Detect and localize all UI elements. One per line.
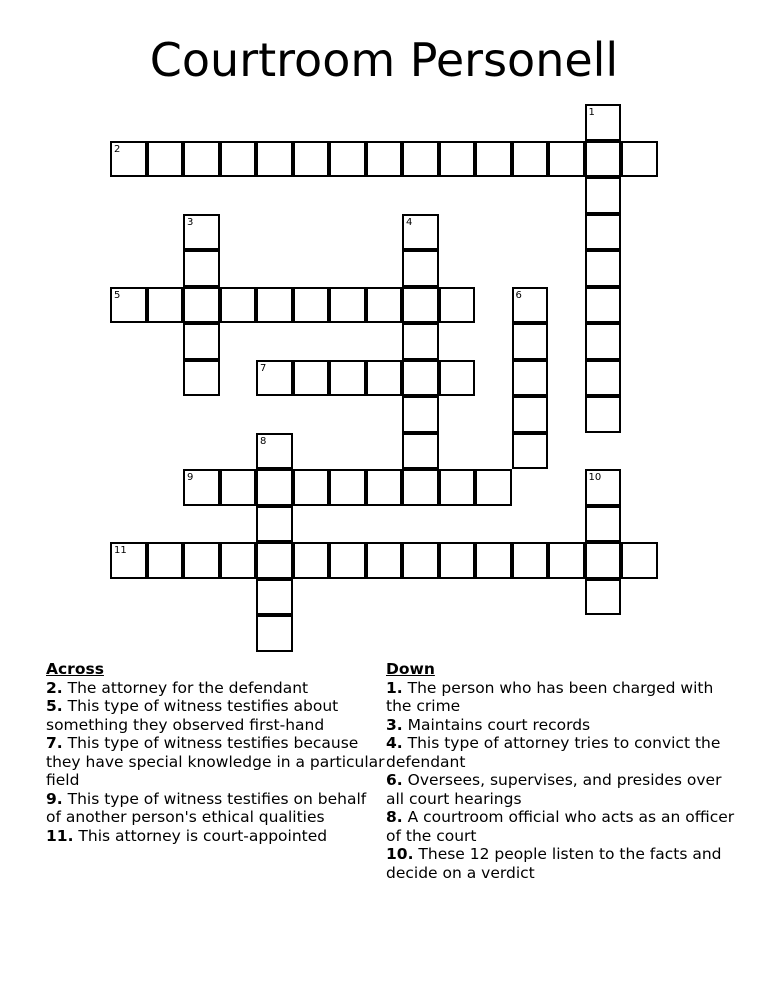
clue-number: 3. [386, 715, 403, 734]
grid-cell[interactable] [183, 323, 220, 360]
grid-cell[interactable] [256, 433, 293, 470]
clue-text: Maintains court records [407, 715, 591, 734]
grid-cell[interactable] [402, 287, 439, 324]
grid-cell[interactable] [256, 141, 293, 178]
down-clue-6 [386, 771, 736, 808]
grid-cell[interactable] [475, 141, 512, 178]
clue-text: This type of attorney tries to convict the defendant [386, 734, 721, 771]
grid-cell[interactable] [220, 542, 257, 579]
grid-cell[interactable] [220, 287, 257, 324]
grid-cell[interactable] [402, 214, 439, 251]
clue-number: 2. [46, 678, 63, 697]
grid-cell[interactable] [366, 542, 403, 579]
cell-number: 2 [114, 143, 121, 155]
cell-number: 11 [114, 545, 127, 556]
grid-cell[interactable] [439, 360, 476, 397]
clue-number: 6. [386, 771, 403, 789]
cell-number: 7 [260, 362, 267, 374]
grid-cell[interactable] [256, 506, 293, 543]
clue-number: 10. [386, 845, 414, 863]
down-clue-8 [386, 808, 736, 845]
clue-number: 7. [46, 734, 63, 752]
grid-cell[interactable] [110, 141, 147, 178]
grid-cell[interactable] [585, 506, 622, 543]
grid-cell[interactable] [402, 141, 439, 178]
down-heading: Down [386, 660, 435, 678]
cell-number: 3 [187, 216, 194, 228]
grid-cell[interactable] [585, 177, 622, 214]
grid-cell[interactable] [110, 542, 147, 579]
grid-cell[interactable] [256, 360, 293, 397]
down-clue-3 [386, 716, 736, 735]
grid-cell[interactable] [548, 141, 585, 178]
clue-text: The person who has been charged with the crime [386, 678, 714, 715]
grid-cell[interactable] [512, 360, 549, 397]
grid-cell[interactable] [512, 433, 549, 470]
clue-text: A courtroom official who acts as an officer of the court [386, 808, 735, 845]
grid-cell[interactable] [147, 287, 184, 324]
grid-cell[interactable] [256, 469, 293, 506]
grid-cell[interactable] [183, 141, 220, 178]
grid-cell[interactable] [439, 469, 476, 506]
grid-cell[interactable] [329, 141, 366, 178]
clue-number: 8. [386, 808, 403, 826]
grid-cell[interactable] [329, 360, 366, 397]
grid-cell[interactable] [366, 141, 403, 178]
grid-cell[interactable] [183, 214, 220, 251]
cell-number: 9 [187, 472, 194, 483]
grid-cell[interactable] [183, 542, 220, 579]
grid-cell[interactable] [256, 579, 293, 616]
grid-cell[interactable] [585, 323, 622, 360]
grid-cell[interactable] [512, 396, 549, 433]
grid-cell[interactable] [585, 469, 622, 506]
grid-cell[interactable] [402, 396, 439, 433]
cell-number: 8 [260, 435, 267, 447]
grid-cell[interactable] [439, 141, 476, 178]
grid-cell[interactable] [329, 469, 366, 506]
grid-cell[interactable] [293, 141, 330, 178]
clue-text: This type of witness testifies because they have special knowledge in a particular field [46, 734, 385, 789]
clue-number: 9. [46, 789, 63, 808]
grid-cell[interactable] [402, 469, 439, 506]
clue-text: This attorney is court-appointed [78, 826, 328, 845]
grid-cell[interactable] [402, 323, 439, 360]
grid-cell[interactable] [585, 214, 622, 251]
grid-cell[interactable] [256, 615, 293, 652]
clue-number: 4. [386, 734, 403, 752]
grid-cell[interactable] [183, 469, 220, 506]
clue-text: The attorney for the defendant [67, 678, 309, 697]
grid-cell[interactable] [512, 542, 549, 579]
clue-number: 11. [46, 826, 74, 845]
grid-cell[interactable] [147, 542, 184, 579]
grid-cell[interactable] [439, 287, 476, 324]
grid-cell[interactable] [220, 141, 257, 178]
grid-cell[interactable] [293, 542, 330, 579]
grid-cell[interactable] [293, 469, 330, 506]
grid-cell[interactable] [475, 542, 512, 579]
cell-number: 4 [406, 216, 413, 228]
grid-cell[interactable] [512, 141, 549, 178]
cell-number: 1 [588, 107, 595, 118]
across-clue-7 [46, 734, 386, 790]
grid-cell[interactable] [402, 433, 439, 470]
clue-number: 1. [386, 678, 403, 697]
grid-cell[interactable] [585, 250, 622, 287]
down-clue-1 [386, 679, 736, 716]
grid-cell[interactable] [585, 360, 622, 397]
clue-number: 5. [46, 697, 63, 715]
grid-cell[interactable] [402, 360, 439, 397]
grid-cell[interactable] [256, 542, 293, 579]
grid-cell[interactable] [147, 141, 184, 178]
across-heading: Across [46, 660, 104, 678]
grid-cell[interactable] [585, 542, 622, 579]
grid-cell[interactable] [585, 104, 622, 141]
grid-cell[interactable] [366, 360, 403, 397]
down-clue-10 [386, 845, 736, 882]
grid-cell[interactable] [183, 287, 220, 324]
grid-cell[interactable] [293, 360, 330, 397]
grid-cell[interactable] [366, 287, 403, 324]
grid-cell[interactable] [439, 542, 476, 579]
grid-cell[interactable] [585, 579, 622, 616]
grid-cell[interactable] [366, 469, 403, 506]
grid-cell[interactable] [220, 469, 257, 506]
across-clue-5 [46, 697, 386, 734]
grid-cell[interactable] [110, 287, 147, 324]
grid-cell[interactable] [402, 250, 439, 287]
grid-cell[interactable] [512, 323, 549, 360]
down-clues [386, 660, 736, 882]
cell-number: 6 [515, 289, 522, 301]
grid-cell[interactable] [548, 542, 585, 579]
cell-number: 10 [588, 472, 602, 483]
across-clue-9 [46, 790, 386, 827]
grid-cell[interactable] [512, 287, 549, 324]
grid-cell[interactable] [329, 542, 366, 579]
grid-cell[interactable] [475, 469, 512, 506]
down-clue-4 [386, 734, 736, 771]
grid-cell[interactable] [183, 360, 220, 397]
across-clue-2 [46, 679, 386, 698]
grid-cell[interactable] [402, 542, 439, 579]
clue-text: These 12 people listen to the facts and decide on a verdict [386, 845, 722, 882]
grid-cell[interactable] [585, 141, 622, 178]
clue-text: This type of witness testifies about something they observed first-hand [46, 697, 339, 734]
grid-cell[interactable] [621, 542, 658, 579]
grid-cell[interactable] [293, 287, 330, 324]
grid-cell[interactable] [256, 287, 293, 324]
grid-cell[interactable] [183, 250, 220, 287]
grid-cell[interactable] [329, 287, 366, 324]
across-clues [46, 660, 386, 845]
grid-cell[interactable] [621, 141, 658, 178]
grid-cell[interactable] [585, 396, 622, 433]
grid-cell[interactable] [585, 287, 622, 324]
across-clue-11 [46, 827, 386, 846]
clue-text: This type of witness testifies on behalf of another person's ethical qualities [46, 789, 367, 826]
clue-text: Oversees, supervises, and presides over all court hearings [386, 771, 722, 808]
cell-number: 5 [114, 289, 121, 301]
puzzle-title: Courtroom Personell [149, 33, 619, 87]
